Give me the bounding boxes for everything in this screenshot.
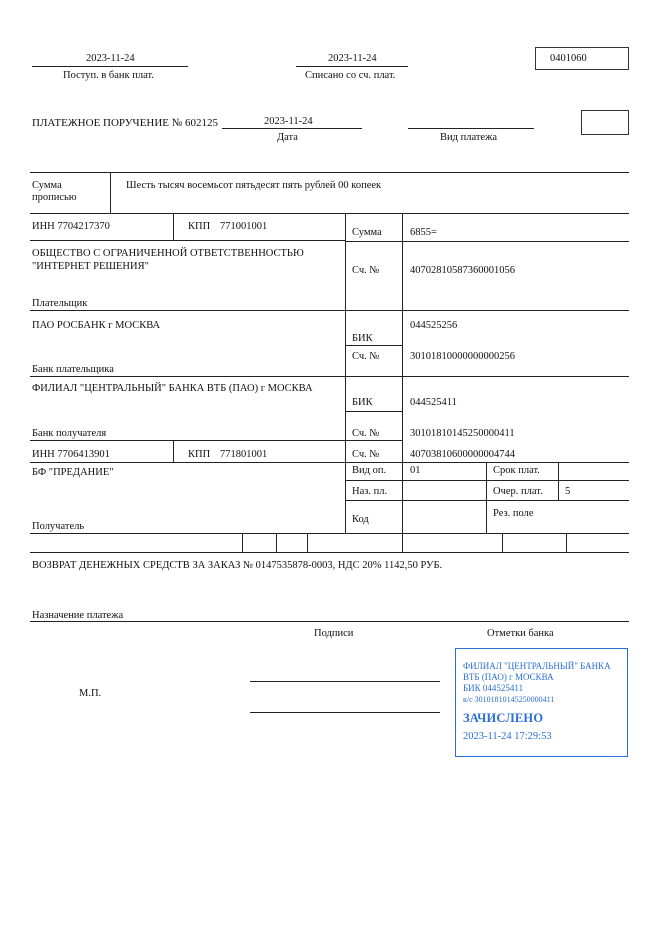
- stamp-line-2: ВТБ (ПАО) г МОСКВА: [463, 672, 554, 682]
- priority-label: Очер. плат.: [493, 486, 543, 497]
- payment-type-label: Вид платежа: [440, 132, 498, 143]
- debited-label: Списано со сч. плат.: [305, 70, 396, 81]
- payee-account-label: Сч. №: [352, 449, 380, 460]
- signature-line-1: [250, 681, 440, 682]
- payee-name: БФ "ПРЕДАНИЕ": [32, 467, 114, 478]
- payee-kpp: 771801001: [220, 449, 268, 460]
- amount-words-label-2: прописью: [32, 192, 77, 203]
- rule-533: [30, 533, 629, 534]
- payer-bank-bik-label: БИК: [352, 333, 373, 344]
- received-date-underline: [32, 66, 188, 67]
- order-date-underline: [222, 128, 362, 129]
- tax-col-402: [402, 533, 403, 552]
- rule-621: [30, 621, 629, 622]
- bank-stamp: [455, 648, 628, 757]
- rule-240: [30, 240, 345, 241]
- stamp-datetime: 2023-11-24 17:29:53: [463, 731, 552, 742]
- signatures-label: Подписи: [314, 628, 354, 639]
- payer-account: 40702810587360001056: [410, 265, 515, 276]
- op-type-label: Вид оп.: [352, 465, 387, 476]
- payer-inn: ИНН 7704217370: [32, 221, 110, 232]
- purpose-text: ВОЗВРАТ ДЕНЕЖНЫХ СРЕДСТВ ЗА ЗАКАЗ № 0147535878-0003, НДС 20% 1142,50 РУБ.: [32, 560, 443, 571]
- payee-inn: ИНН 7706413901: [32, 449, 110, 460]
- reserve-label: Рез. поле: [493, 508, 534, 519]
- rule-500: [345, 500, 629, 501]
- stamp-status: ЗАЧИСЛЕНО: [463, 711, 544, 725]
- received-date: 2023-11-24: [86, 53, 135, 64]
- rule-310: [30, 310, 629, 311]
- order-date: 2023-11-24: [264, 116, 313, 127]
- payee-label: Получатель: [32, 521, 85, 532]
- amount-words-divider: [110, 172, 111, 213]
- payee-bank-account: 30101810145250000411: [410, 428, 515, 439]
- payee-kpp-label: КПП: [188, 449, 211, 460]
- payer-bank-account: 30101810000000000256: [410, 351, 515, 362]
- col-558: [558, 462, 559, 500]
- term-label: Срок плат.: [493, 465, 540, 476]
- purpose-code-label: Наз. пл.: [352, 486, 388, 497]
- rule-345-mid: [345, 345, 402, 346]
- tax-col-502: [502, 533, 503, 552]
- payer-bank-label: Банк плательщика: [32, 364, 114, 375]
- rule-440: [30, 440, 402, 441]
- payer-bank-bik: 044525256: [410, 320, 458, 331]
- seal-label: М.П.: [79, 688, 102, 699]
- payee-bank-bik: 044525411: [410, 397, 457, 408]
- op-type: 01: [410, 465, 421, 476]
- payer-bank-name: ПАО РОСБАНК г МОСКВА: [32, 320, 161, 331]
- amount-words-text: Шесть тысяч восемьсот пятьдесят пять рублей 00 копеек: [126, 180, 382, 191]
- order-title: ПЛАТЕЖНОЕ ПОРУЧЕНИЕ № 602125: [32, 117, 219, 129]
- debited-date-underline: [296, 66, 408, 67]
- payment-type-underline: [408, 128, 534, 129]
- amount-words-label-1: Сумма: [32, 180, 62, 191]
- bank-marks-label: Отметки банка: [487, 628, 554, 639]
- rule-241-right: [345, 241, 629, 242]
- form-top-rule: [30, 172, 629, 173]
- payer-label: Плательщик: [32, 298, 88, 309]
- rule-552: [30, 552, 629, 553]
- code-label: Код: [352, 514, 369, 525]
- blank-box: [581, 110, 629, 135]
- payee-bank-bik-label: БИК: [352, 397, 373, 408]
- payer-name-line-2: "ИНТЕРНЕТ РЕШЕНИЯ": [32, 261, 149, 272]
- col-402: [402, 213, 403, 533]
- form-code: 0401060: [550, 53, 587, 64]
- payee-inn-divider: [173, 440, 174, 462]
- rule-480: [345, 480, 629, 481]
- payer-kpp: 771001001: [220, 221, 268, 232]
- rule-462: [30, 462, 629, 463]
- col-345: [345, 213, 346, 533]
- payee-account: 40703810600000004744: [410, 449, 515, 460]
- payer-inn-divider: [173, 213, 174, 240]
- payer-amount: 6855=: [410, 227, 437, 238]
- payer-kpp-label: КПП: [188, 221, 211, 232]
- payee-bank-account-label: Сч. №: [352, 428, 380, 439]
- stamp-line-3: БИК 044525411: [463, 683, 524, 693]
- priority: 5: [565, 486, 571, 497]
- payee-bank-name: ФИЛИАЛ "ЦЕНТРАЛЬНЫЙ" БАНКА ВТБ (ПАО) г МОСКВА: [32, 383, 313, 394]
- payer-name-line-1: ОБЩЕСТВО С ОГРАНИЧЕННОЙ ОТВЕТСТВЕННОСТЬЮ: [32, 248, 304, 259]
- tax-col-566: [566, 533, 567, 552]
- stamp-line-4: к/с 30101810145250000411: [463, 695, 555, 704]
- col-486: [486, 462, 487, 533]
- stamp-line-1: ФИЛИАЛ "ЦЕНТРАЛЬНЫЙ" БАНКА: [463, 661, 611, 671]
- payee-bank-label: Банк получателя: [32, 428, 107, 439]
- rule-376: [30, 376, 629, 377]
- tax-col-307: [307, 533, 308, 552]
- rule-213: [30, 213, 629, 214]
- debited-date: 2023-11-24: [328, 53, 377, 64]
- payer-bank-account-label: Сч. №: [352, 351, 380, 362]
- rule-411-mid: [345, 411, 402, 412]
- tax-col-242: [242, 533, 243, 552]
- payer-amount-label: Сумма: [352, 227, 382, 238]
- received-label: Поступ. в банк плат.: [63, 70, 154, 81]
- tax-col-276: [276, 533, 277, 552]
- payer-account-label: Сч. №: [352, 265, 380, 276]
- signature-line-2: [250, 712, 440, 713]
- order-date-label: Дата: [277, 132, 298, 143]
- purpose-label: Назначение платежа: [32, 610, 124, 621]
